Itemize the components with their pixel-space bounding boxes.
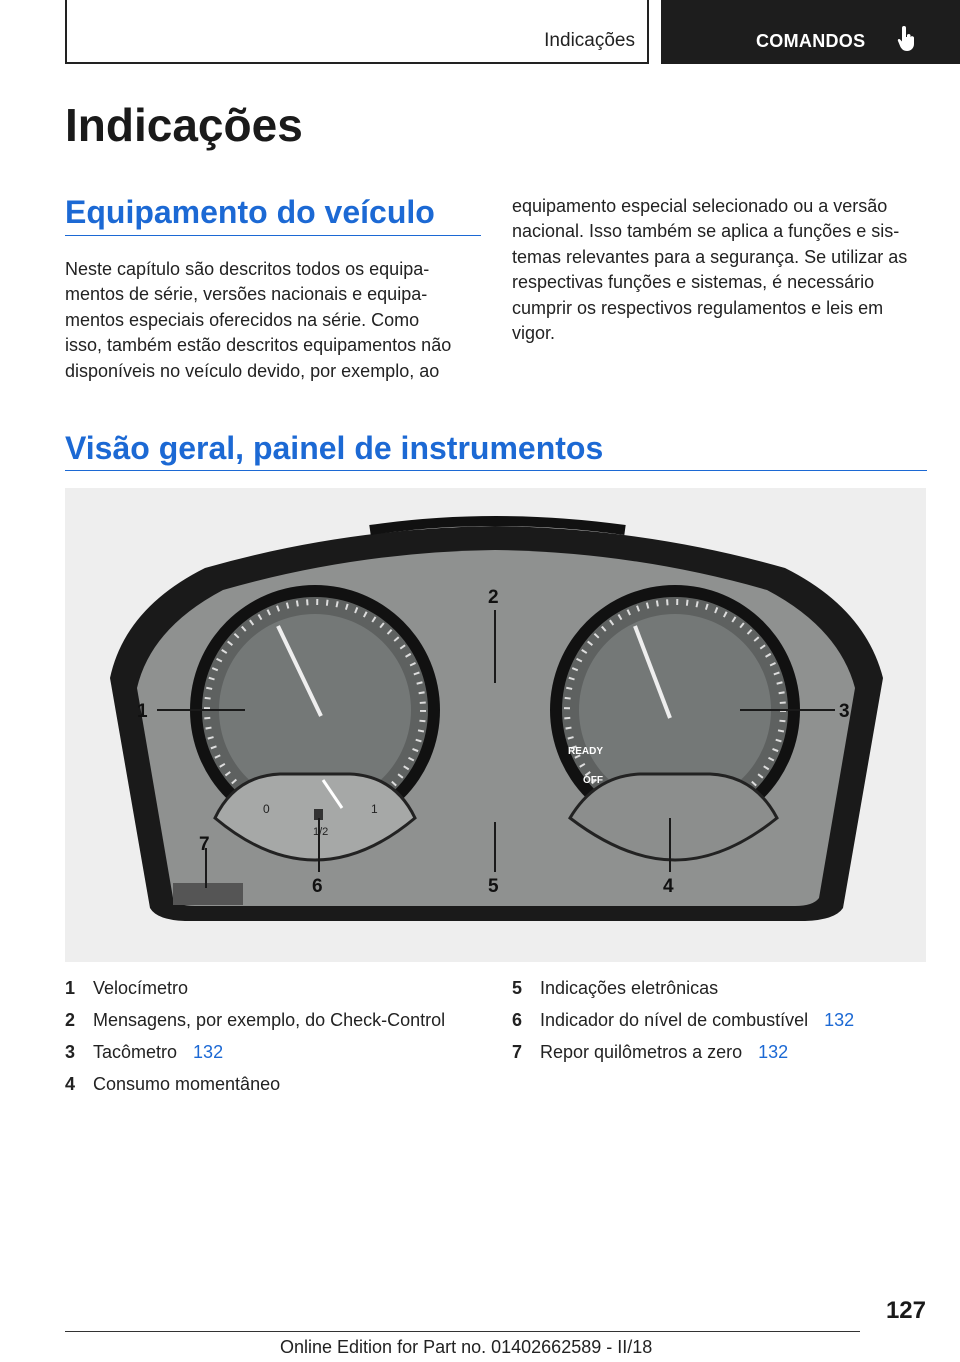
callout-1: 1 xyxy=(137,701,148,722)
tachometer-gauge xyxy=(550,585,800,860)
legend-text: Consumo momentâneo xyxy=(93,1074,281,1094)
legend-text: Repor quilômetros a zero xyxy=(540,1042,743,1062)
paragraph-col1 xyxy=(65,257,451,384)
legend-number: 6 xyxy=(512,1010,523,1030)
legend-item xyxy=(512,1036,854,1068)
fuel-full-label: 1 xyxy=(371,802,378,816)
legend-number: 3 xyxy=(65,1042,76,1062)
header-section-box xyxy=(65,0,649,64)
trip-reset-button-illustration xyxy=(173,883,243,905)
legend-number: 2 xyxy=(65,1010,76,1030)
section-heading-vehicle-equipment: Equipamento do veículo xyxy=(65,194,435,230)
legend-right xyxy=(512,972,854,1068)
legend-text: Velocímetro xyxy=(93,978,189,998)
ready-label: READY xyxy=(568,746,604,757)
off-label: OFF xyxy=(583,775,603,786)
text-line: nacional. Isso também se aplica a funções e sis- xyxy=(512,221,900,242)
text-line: disponíveis no veículo devido, por exemplo, ao xyxy=(65,360,440,381)
text-line: mentos de série, versões nacionais e equipa- xyxy=(65,284,428,305)
footer-rule xyxy=(65,1331,860,1332)
legend-text: Indicações eletrônicas xyxy=(540,978,719,998)
legend-text: Tacômetro xyxy=(93,1042,178,1062)
legend-text: Indicador do nível de combustível xyxy=(540,1010,809,1030)
pointing-hand-icon xyxy=(897,26,917,52)
instrument-cluster-figure xyxy=(65,488,926,962)
legend-number: 7 xyxy=(512,1042,523,1062)
page-number: 127 xyxy=(885,1297,926,1324)
legend-item xyxy=(65,1068,445,1100)
callout-2: 2 xyxy=(488,587,499,608)
page-reference-link[interactable]: 132 xyxy=(824,1010,855,1030)
callout-4: 4 xyxy=(663,876,674,897)
section-heading-rule xyxy=(65,235,481,236)
text-line: Neste capítulo são descritos todos os equipa- xyxy=(65,259,430,279)
page-reference-link[interactable]: 132 xyxy=(758,1042,789,1062)
text-line: mentos especiais oferecidos na série. Como xyxy=(65,309,420,330)
callout-3: 3 xyxy=(839,701,850,722)
text-line: respectivas funções e sistemas, é necessário xyxy=(512,272,875,293)
legend-item xyxy=(65,1004,445,1036)
section-heading-instrument-overview: Visão geral, painel de instrumentos xyxy=(65,430,604,466)
legend-left xyxy=(65,972,445,1100)
callout-5: 5 xyxy=(488,876,499,897)
legend-number: 1 xyxy=(65,978,76,998)
instrument-cluster-illustration xyxy=(65,488,926,962)
page-title: Indicações xyxy=(65,99,303,151)
fuel-empty-label: 0 xyxy=(263,802,270,816)
header-chapter-title: COMANDOS xyxy=(756,31,866,51)
text-line: temas relevantes para a segurança. Se utilizar as xyxy=(512,246,908,267)
legend-item xyxy=(512,1004,854,1036)
footer-edition: Online Edition for Part no. 01402662589 - II/18 xyxy=(280,1337,653,1357)
legend-item xyxy=(65,972,445,1004)
legend-number: 5 xyxy=(512,978,523,998)
text-line: isso, também estão descritos equipamentos não xyxy=(65,335,452,356)
legend-text: Mensagens, por exemplo, do Check-Control xyxy=(93,1010,446,1030)
legend-item xyxy=(65,1036,445,1068)
paragraph-col2 xyxy=(512,194,907,346)
callout-6: 6 xyxy=(312,876,323,897)
text-line: vigor. xyxy=(512,323,556,344)
section-heading-rule xyxy=(65,470,927,471)
legend-item xyxy=(512,972,854,1004)
text-line: equipamento especial selecionado ou a versão xyxy=(512,196,888,216)
legend-number: 4 xyxy=(65,1074,76,1094)
speedometer-gauge xyxy=(190,585,440,860)
page-reference-link[interactable]: 132 xyxy=(193,1042,224,1062)
callout-7: 7 xyxy=(199,834,210,855)
header-section-title: Indicações xyxy=(544,30,635,51)
text-line: cumprir os respectivos regulamentos e leis em xyxy=(512,297,884,318)
header-chapter-box xyxy=(661,0,960,64)
fuel-half-label: 1/2 xyxy=(313,826,329,838)
